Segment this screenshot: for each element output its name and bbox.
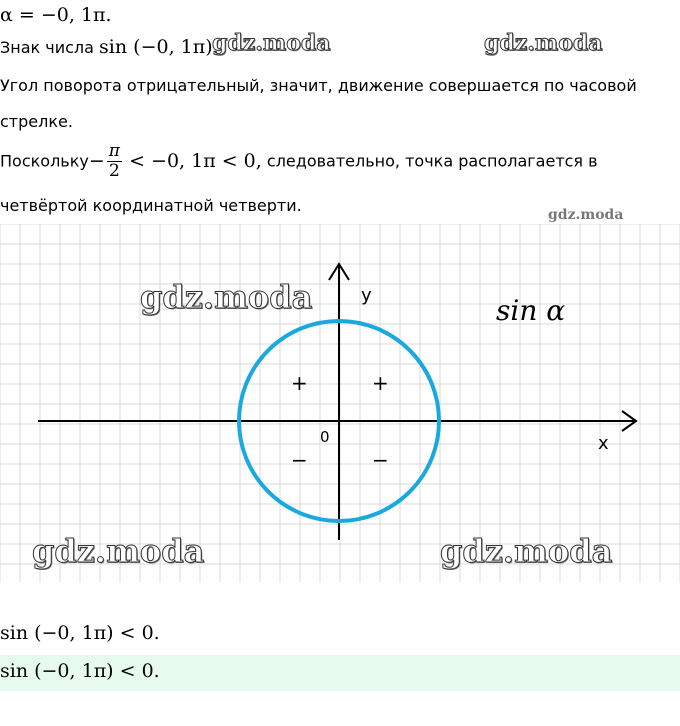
rotation-explanation-line-1 <box>0 76 637 95</box>
fraction-minus: − <box>88 150 105 173</box>
answer-math: sin (−0, 1π) < 0. <box>0 660 160 682</box>
watermark: gdz.moda <box>140 278 313 316</box>
sign-of-number-text: Знак числа <box>0 38 94 57</box>
inequality-math: < −0, 1π < 0, <box>129 150 262 173</box>
fraction-numerator: π <box>108 141 120 161</box>
sign-of-number-math: sin (−0, 1π). <box>99 36 219 58</box>
watermark: gdz.moda <box>440 532 613 570</box>
quadrant-sign-i: + <box>372 371 389 395</box>
result-math: sin (−0, 1π) < 0. <box>0 622 160 644</box>
y-axis-label: y <box>361 285 372 306</box>
inequality-suffix: следовательно, точка располагается в <box>266 151 598 171</box>
rotation-explanation-line-2 <box>0 112 73 131</box>
quadrant-sign-iii: − <box>291 448 308 472</box>
watermark: gdz.moda <box>484 30 603 56</box>
sin-alpha-label: sin α <box>496 294 566 327</box>
unit-circle-figure <box>0 224 680 582</box>
alpha-equation-math: α = −0, 1π. <box>0 4 112 26</box>
fraction-denominator: 2 <box>108 160 120 181</box>
quadrant-sign-iv: − <box>372 448 389 472</box>
inequality-line <box>0 142 598 180</box>
rotation-explanation-text-1: Угол поворота отрицательный, значит, движение совершается по часовой <box>0 76 637 95</box>
result-line <box>0 622 160 644</box>
watermark: gdz.moda <box>548 207 624 223</box>
quadrant-conclusion-line <box>0 196 302 215</box>
quadrant-conclusion-text: четвёртой координатной четверти. <box>0 196 302 215</box>
alpha-equation <box>0 4 112 26</box>
inequality-prefix: Поскольку <box>0 151 89 171</box>
origin-label: 0 <box>320 428 330 446</box>
sign-of-number-line <box>0 36 219 58</box>
rotation-explanation-text-2: стрелке. <box>0 112 73 131</box>
watermark: gdz.moda <box>32 532 205 570</box>
watermark: gdz.moda <box>212 30 331 56</box>
quadrant-sign-ii: + <box>291 371 308 395</box>
answer-line <box>0 660 160 682</box>
x-axis-label: x <box>598 433 609 454</box>
pi-over-two-fraction <box>107 142 122 180</box>
